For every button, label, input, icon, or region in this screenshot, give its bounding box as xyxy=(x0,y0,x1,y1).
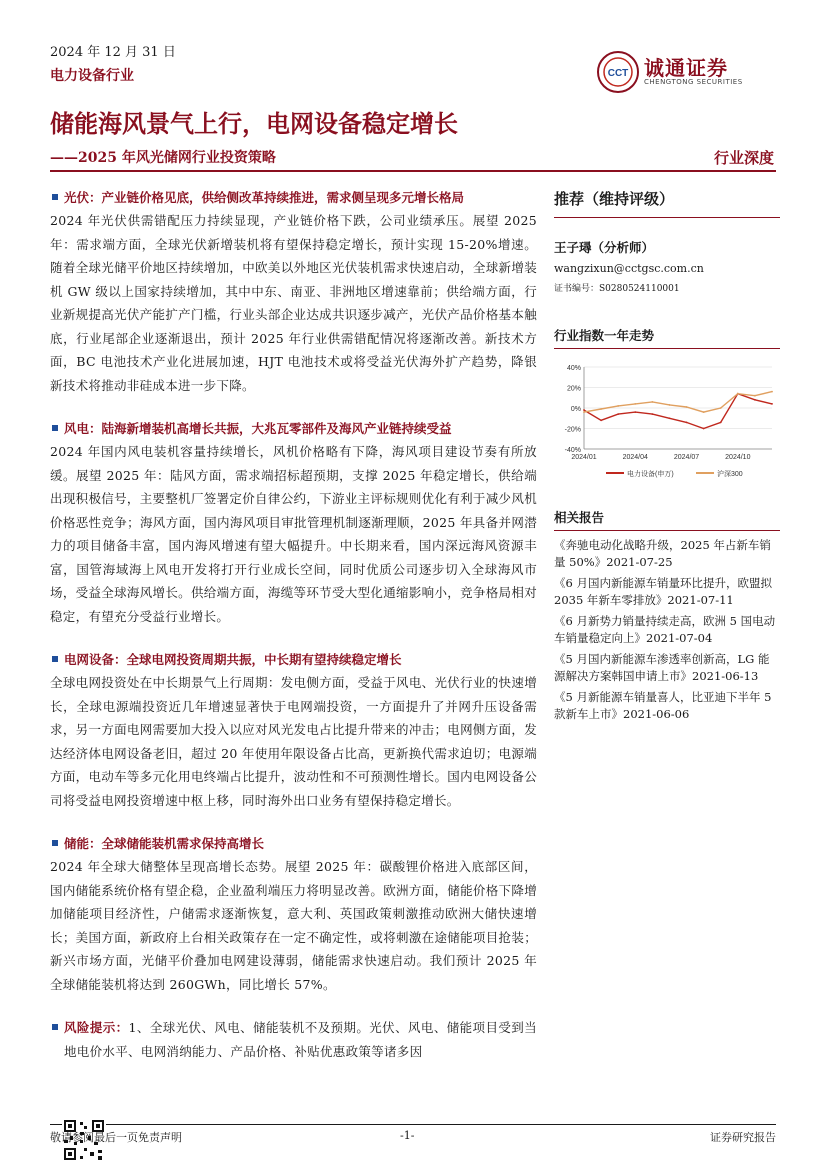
company-logo xyxy=(596,48,746,96)
legend-label: 电力设备(申万) xyxy=(627,471,674,478)
series-point xyxy=(686,421,688,423)
series-line-2 xyxy=(584,392,772,413)
series-point xyxy=(600,419,602,421)
series-point xyxy=(583,409,585,411)
section-heading-text: 电网设备：全球电网投资周期共振，中长期有望持续稳定增长 xyxy=(64,652,402,667)
section-heading xyxy=(50,186,537,209)
series-point xyxy=(737,393,739,395)
series-point xyxy=(720,421,722,423)
related-report[interactable]: 《5 月新能源车销量喜人，比亚迪下半年 5 款新车上市》2021-06-06 xyxy=(554,690,772,721)
footer-label: 证券研究报告 xyxy=(710,1131,776,1144)
related-report[interactable]: 《5 月国内新能源车渗透率创新高，LG 能源解决方案韩国申请上市》2021-06-13 xyxy=(554,652,770,683)
section-heading-text: 储能：全球储能装机需求保持高增长 xyxy=(64,836,265,851)
section-body: 2024 年全球大储整体呈现高增长态势。展望 2025 年：碳酸锂价格进入底部区间，国内储能系统价格有望企稳，企业盈利端压力将明显改善。欧洲方面，储能价格下降增加储能项目经济性，户储需求逐渐恢复，意大利、英国政策刺激推动欧洲大储快速增长；美国方面，新政府上台相关政策存在一定不确定性，或将刺激在途储能项目抢装；新兴市场方面，光储平价叠加电网建设薄弱，储能需求快速启动。我们预计 2025 年全球储能装机将达到 260GWh，同比增长 57%。 xyxy=(50,859,537,992)
x-tick-label: 2024/07 xyxy=(673,454,700,461)
section-heading xyxy=(50,417,537,440)
related-report[interactable]: 《奔驰电动化战略升级，2025 年占新车销量 50%》2021-07-25 xyxy=(554,538,771,569)
related-report[interactable]: 《6 月国内新能源车销量环比提升，欧盟拟 2035 年新车零排放》2021-07-11 xyxy=(554,576,772,607)
logo-name-cn: 诚通证券 xyxy=(644,56,728,80)
series-point xyxy=(634,411,636,413)
bullet-icon xyxy=(52,425,58,431)
series-point xyxy=(669,417,671,419)
series-point xyxy=(600,408,602,410)
sidebar xyxy=(554,186,780,727)
logo-emblem-icon xyxy=(596,50,640,94)
rating: 推荐（维持评级） xyxy=(554,190,675,208)
section-wind xyxy=(50,417,537,628)
series-point xyxy=(669,404,671,406)
sidebar-divider xyxy=(554,217,780,218)
bullet-icon xyxy=(52,840,58,846)
analyst-email[interactable]: wangzixun@cctgsc.com.cn xyxy=(554,262,704,275)
related-list xyxy=(554,537,780,722)
section-pv xyxy=(50,186,537,397)
series-point xyxy=(771,403,773,405)
series-point xyxy=(651,413,653,415)
series-point xyxy=(583,411,585,413)
title-divider xyxy=(50,170,776,172)
x-tick-label: 2024/01 xyxy=(571,454,597,461)
section-heading xyxy=(50,832,537,855)
industry-label: 电力设备行业 xyxy=(50,68,134,84)
y-tick-label: 20% xyxy=(566,385,581,393)
chart-heading: 行业指数一年走势 xyxy=(554,328,655,343)
section-storage xyxy=(50,832,537,996)
series-line-1 xyxy=(584,394,772,429)
logo-badge-text: CCT xyxy=(607,68,629,79)
footer-divider xyxy=(50,1124,776,1125)
series-point xyxy=(703,428,705,430)
section-heading xyxy=(50,648,537,671)
series-point xyxy=(703,411,705,413)
report-type: 行业深度 xyxy=(713,149,774,167)
legend-label: 沪深300 xyxy=(717,471,743,478)
x-tick-label: 2024/04 xyxy=(622,454,648,461)
series-point xyxy=(754,399,756,401)
report-date: 2024 年 12 月 31 日 xyxy=(50,45,176,60)
series-point xyxy=(617,413,619,415)
analyst-cert: 证书编号：S0280524110001 xyxy=(554,284,680,294)
y-tick-label: 0% xyxy=(570,406,581,413)
page-number: -1- xyxy=(400,1129,415,1142)
bullet-icon xyxy=(52,1024,58,1030)
sidebar-divider xyxy=(554,530,780,531)
bullet-icon xyxy=(52,194,58,200)
series-point xyxy=(686,406,688,408)
page-subtitle: ——2025 年风光储网行业投资策略 xyxy=(50,150,276,166)
section-risk xyxy=(50,1016,537,1063)
sidebar-divider xyxy=(554,348,780,349)
series-point xyxy=(771,391,773,393)
section-body: 全球电网投资处在中长期景气上行周期：发电侧方面，受益于风电、光伏行业的快速增长，全球电源端投资近几年增速显著快于电网端投资，一方面提升了并网升压设备需求，另一方面电网需要加大投入以应对风光发电占比提升带来的冲击；电网侧方面，发达经济体电网设备老旧，超过 20 年使用年限设备占比高，更新换代需求迫切；电源端方面，电动车等多元化用电终端占比提升，波动性和不可预测性增长。国内电网设备公司将受益电网投资增速中枢上移，同时海外出口业务有望保持稳定增长。 xyxy=(50,675,537,808)
series-point xyxy=(754,395,756,397)
y-tick-label: 40% xyxy=(566,365,581,372)
series-point xyxy=(651,401,653,403)
series-point xyxy=(634,403,636,405)
risk-paragraph xyxy=(50,1016,537,1063)
main-content xyxy=(50,186,537,1083)
logo-name-en: CHENGTONG SECURITIES xyxy=(644,78,743,86)
series-point xyxy=(617,405,619,407)
y-tick-label: -40% xyxy=(564,447,581,454)
risk-body: 1、全球光伏、风电、储能装机不及预期。光伏、风电、储能项目受到当地电价水平、电网消纳能力、产品价格、补贴优惠政策等诸多因 xyxy=(64,1020,537,1059)
bullet-icon xyxy=(52,656,58,662)
index-trend-chart xyxy=(554,359,780,484)
y-tick-label: -20% xyxy=(564,426,581,434)
section-grid xyxy=(50,648,537,812)
risk-heading: 风险提示： xyxy=(64,1020,129,1035)
related-report[interactable]: 《6 月新势力销量持续走高，欧洲 5 国电动车销量稳定向上》2021-07-04 xyxy=(554,614,776,645)
series-point xyxy=(720,407,722,409)
page-title: 储能海风景气上行，电网设备稳定增长 xyxy=(50,110,458,138)
section-heading-text: 光伏：产业链价格见底，供给侧改革持续推进，需求侧呈现多元增长格局 xyxy=(64,190,465,205)
x-tick-label: 2024/10 xyxy=(725,454,751,461)
analyst-name: 王子璕（分析师） xyxy=(554,240,655,255)
footer-disclaimer: 敬请参阅最后一页免责声明 xyxy=(50,1131,182,1144)
section-body: 2024 年国内风电装机容量持续增长，风机价格略有下降，海风项目建设节奏有所放缓。展望 2025 年：陆风方面，需求端招标超预期，支撑 2025 年稳定增长，供给端出现积极信号，主要整机厂签署定价自律公约，下游业主评标规则优化有利于减少风机价格恶性竞争；海风方面，国内海风项目审批管理机制逐渐理顺，2025 年具备并网潜力的项目储备丰富，国内海风增速有望大幅提升。中长期来看，国内深远海风资源丰富，国管海域海上风电开发将打开行业成长空间，同时优质公司逐步切入全球海风市场，受益全球海风增长。供给端方面，海缆等环节受大型化通缩影响小，竞争格局相对稳定，有望充分受益行业增长。 xyxy=(50,444,537,624)
related-heading: 相关报告 xyxy=(554,510,605,525)
section-body: 2024 年光伏供需错配压力持续显现，产业链价格下跌，公司业绩承压。展望 2025 年：需求端方面，全球光伏新增装机将有望保持稳定增长，预计实现 15-20%增速。随着全球光储平价地区持续增加，中欧美以外地区光伏装机需求快速启动，全球新增装机 GW 级以上国家持续增加，其中中东、南亚、非洲地区增速靠前；供给端方面，行业新规提高光伏产能扩产门槛，行业头部企业达成共识逐步减产，光伏产品价格基本触底，行业尾部企业逐渐退出，预计 2025 年行业供需错配情况将逐渐改善。新技术方面，BC 电池技术产业化进展加速，HJT 电池技术或将受益光伏海外扩产趋势，降银新技术将推动非硅成本进一步下降。 xyxy=(50,213,537,393)
section-heading-text: 风电：陆海新增装机高增长共振，大兆瓦零部件及海风产业链持续受益 xyxy=(64,421,452,436)
